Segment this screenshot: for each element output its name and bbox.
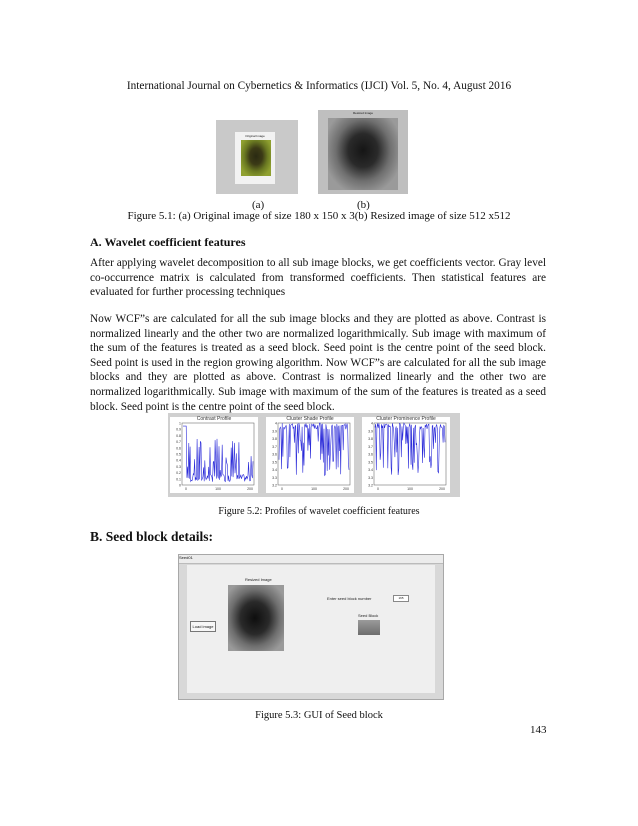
- y-tick-label: 0.2: [176, 471, 181, 476]
- gui-resized-image: [228, 585, 284, 651]
- x-tick-label: 0: [185, 487, 187, 491]
- resized-image-title: Resized Image: [352, 111, 373, 115]
- contrast-profile-panel: [170, 417, 258, 493]
- cluster-shade-profile-title: Cluster Shade Profile: [286, 416, 334, 422]
- x-tick-label: 200: [343, 487, 349, 491]
- y-tick-label: 0.6: [176, 446, 181, 451]
- y-tick-label: 0.4: [176, 458, 181, 463]
- figure-5-2-caption: Figure 5.2: Profiles of wavelet coefficient features: [218, 506, 420, 517]
- y-tick-label: 0: [179, 483, 181, 488]
- y-tick-label: 3.4: [272, 468, 277, 472]
- original-image-title: Original Image: [245, 134, 265, 138]
- y-tick-label: 0.1: [176, 477, 181, 482]
- section-a-heading: A. Wavelet coefficient features: [90, 235, 246, 249]
- figure-label-b: (b): [357, 199, 370, 211]
- original-image-figure: [216, 120, 298, 194]
- y-tick-label: 3.5: [272, 460, 277, 465]
- original-image-panel: [235, 132, 275, 184]
- y-tick-label: 3.4: [368, 468, 373, 472]
- seed-block-image: [358, 620, 380, 635]
- load-image-button[interactable]: Load image: [190, 621, 216, 632]
- x-tick-label: 0: [377, 487, 379, 491]
- x-tick-label: 200: [439, 487, 445, 491]
- resized-image-photo: [328, 118, 398, 190]
- cluster-shade-profile-panel: [266, 417, 354, 493]
- journal-header: International Journal on Cybernetics & Informatics (IJCI) Vol. 5, No. 4, August 2016: [126, 80, 512, 92]
- section-a-paragraph-1: After applying wavelet decomposition to all sub image blocks, we get coefficients vector. Gray level co-occurrence matrix is calculated from transformed coefficients. Then statistical features are evaluated for further processing techniques: [90, 257, 546, 299]
- y-tick-label: 3.7: [272, 444, 277, 449]
- y-tick-label: 3.2: [368, 483, 373, 488]
- x-tick-label: 100: [215, 487, 221, 491]
- cluster-prominence-profile-plot: [362, 417, 450, 493]
- wavelet-profiles-figure: [168, 413, 460, 497]
- y-tick-label: 4: [275, 421, 277, 426]
- y-tick-label: 3.3: [272, 475, 277, 480]
- y-tick-label: 0.3: [176, 464, 181, 469]
- original-image-photo: [241, 140, 271, 176]
- y-tick-label: 3.6: [272, 452, 277, 457]
- gui-window-title: Seed01: [179, 555, 193, 560]
- y-tick-label: 3.7: [368, 444, 373, 449]
- figure-5-1-caption: Figure 5.1: (a) Original image of size 180 x 150 x 3(b) Resized image of size 512 x512: [127, 210, 511, 222]
- y-tick-label: 3.3: [368, 475, 373, 480]
- resized-image-label: Resized Image: [245, 577, 272, 582]
- gui-client-area: [187, 565, 435, 693]
- figure-label-a: (a): [252, 199, 265, 211]
- x-tick-label: 0: [281, 487, 283, 491]
- y-tick-label: 3.9: [368, 429, 373, 434]
- section-a-paragraph-2: Now WCF”s are calculated for all the sub image blocks and they are plotted as above. Contrast is normalized linearly and the other two are normalized logarithmically. Sub image with maximum of the sum of the features is treated as a seed block. Seed point is the centre point of the seed block. Seed point is used in the region growing algorithm. Now WCF”s are calculated for all the sub image blocks and they are plotted as above. Contrast is normalized linearly and the other two are normalized logarithmically. Sub image with maximum of the sum of the features is treated as a seed block. Seed point is the centre point of the seed block.: [90, 313, 546, 413]
- figure-5-3-caption: Figure 5.3: GUI of Seed block: [255, 710, 383, 721]
- y-tick-label: 3.6: [368, 452, 373, 457]
- y-tick-label: 3.5: [368, 460, 373, 465]
- y-tick-label: 0.9: [176, 427, 181, 432]
- cluster-shade-profile-plot: [266, 417, 354, 493]
- cluster-prominence-profile-title: Cluster Prominence Profile: [376, 416, 436, 422]
- x-tick-label: 100: [311, 487, 317, 491]
- page-number: 143: [530, 724, 547, 736]
- y-tick-label: 0.8: [176, 433, 181, 438]
- contrast-profile-plot: [170, 417, 258, 493]
- contrast-profile-title: Contrast Profile: [196, 416, 232, 422]
- y-tick-label: 3.9: [272, 429, 277, 434]
- y-tick-label: 0.5: [176, 452, 181, 457]
- seed-block-number-field[interactable]: 165: [393, 595, 409, 602]
- seed-block-label: Seed Block: [358, 613, 379, 618]
- y-tick-label: 3.8: [368, 437, 373, 441]
- resized-image-figure: [318, 110, 408, 194]
- gui-title-bar: [179, 555, 443, 564]
- x-tick-label: 200: [247, 487, 253, 491]
- section-b-heading: B. Seed block details:: [90, 529, 214, 544]
- y-tick-label: 3.2: [272, 483, 277, 488]
- seed-block-gui-window: [178, 554, 444, 700]
- y-tick-label: 4: [371, 421, 373, 426]
- cluster-prominence-profile-panel: [362, 417, 450, 493]
- x-tick-label: 100: [407, 487, 413, 491]
- seed-block-number-prompt: Enter seed block number: [327, 596, 372, 601]
- y-tick-label: 1: [179, 421, 181, 426]
- y-tick-label: 0.7: [176, 440, 181, 445]
- y-tick-label: 3.8: [272, 437, 277, 441]
